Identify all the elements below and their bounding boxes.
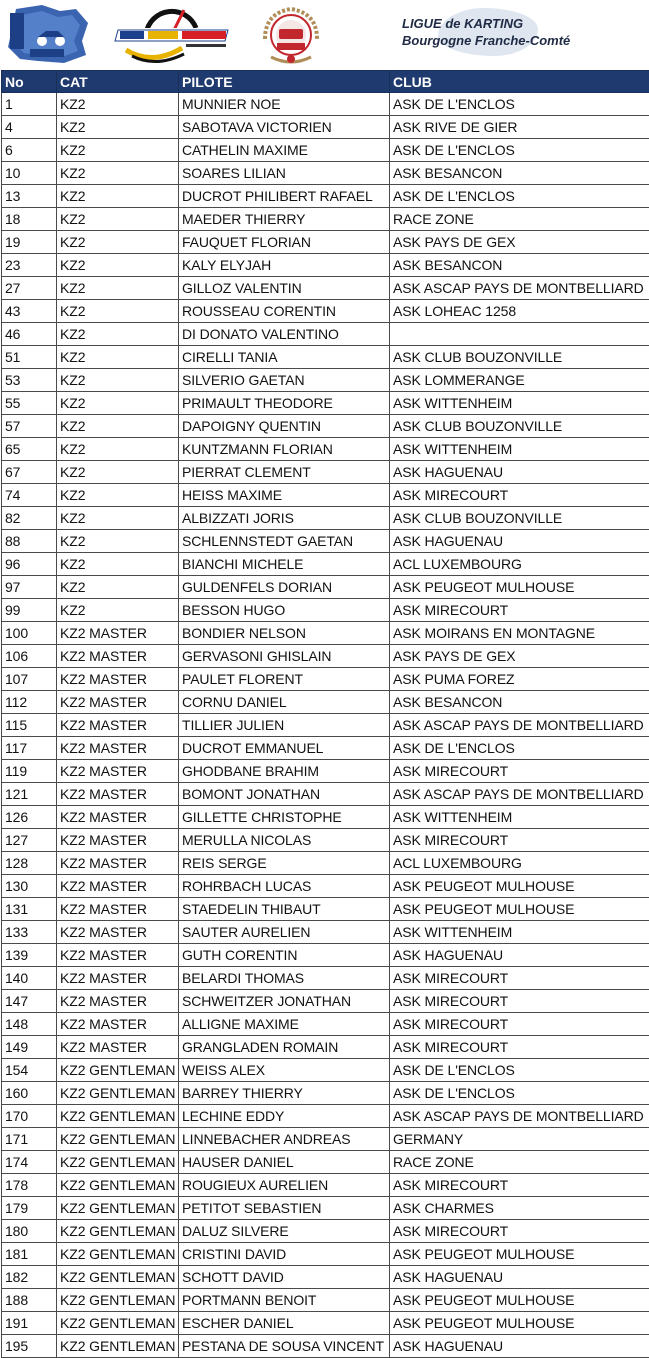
cell-pilote: GILLOZ VALENTIN bbox=[179, 277, 390, 300]
cell-club: ASK WITTENHEIM bbox=[390, 806, 649, 829]
table-row bbox=[2, 1128, 649, 1151]
cell-pilote: BARREY THIERRY bbox=[179, 1082, 390, 1105]
cell-pilote: ESCHER DANIEL bbox=[179, 1312, 390, 1335]
table-row bbox=[2, 1151, 649, 1174]
cell-no: 115 bbox=[2, 714, 57, 737]
cell-pilote: KUNTZMANN FLORIAN bbox=[179, 438, 390, 461]
table-row bbox=[2, 875, 649, 898]
cell-no: 147 bbox=[2, 990, 57, 1013]
cell-cat: KZ2 bbox=[57, 576, 179, 599]
cell-cat: KZ2 bbox=[57, 185, 179, 208]
cell-no: 46 bbox=[2, 323, 57, 346]
cell-pilote: LINNEBACHER ANDREAS bbox=[179, 1128, 390, 1151]
cell-no: 170 bbox=[2, 1105, 57, 1128]
cell-cat: KZ2 GENTLEMAN bbox=[57, 1312, 179, 1335]
cell-cat: KZ2 MASTER bbox=[57, 645, 179, 668]
kart-club-badge-logo bbox=[257, 5, 325, 67]
table-row bbox=[2, 553, 649, 576]
cell-no: 188 bbox=[2, 1289, 57, 1312]
cell-club: ASK MIRECOURT bbox=[390, 1013, 649, 1036]
table-row bbox=[2, 277, 649, 300]
cell-pilote: GILLETTE CHRISTOPHE bbox=[179, 806, 390, 829]
cell-no: 180 bbox=[2, 1220, 57, 1243]
cell-pilote: FAUQUET FLORIAN bbox=[179, 231, 390, 254]
cell-pilote: LECHINE EDDY bbox=[179, 1105, 390, 1128]
table-row bbox=[2, 1266, 649, 1289]
cell-cat: KZ2 bbox=[57, 162, 179, 185]
cell-cat: KZ2 bbox=[57, 346, 179, 369]
table-row bbox=[2, 760, 649, 783]
cell-pilote: CATHELIN MAXIME bbox=[179, 139, 390, 162]
cell-no: 4 bbox=[2, 116, 57, 139]
cell-club: ASK MIRECOURT bbox=[390, 599, 649, 622]
cell-pilote: ALLIGNE MAXIME bbox=[179, 1013, 390, 1036]
cell-no: 195 bbox=[2, 1335, 57, 1358]
table-row bbox=[2, 691, 649, 714]
cell-pilote: BIANCHI MICHELE bbox=[179, 553, 390, 576]
cell-no: 178 bbox=[2, 1174, 57, 1197]
table-row bbox=[2, 1059, 649, 1082]
table-row bbox=[2, 668, 649, 691]
table-row bbox=[2, 921, 649, 944]
cell-pilote: BESSON HUGO bbox=[179, 599, 390, 622]
column-header-cat: CAT bbox=[57, 71, 179, 93]
table-row bbox=[2, 967, 649, 990]
cell-cat: KZ2 MASTER bbox=[57, 852, 179, 875]
cell-cat: KZ2 bbox=[57, 300, 179, 323]
cell-no: 130 bbox=[2, 875, 57, 898]
cell-pilote: MUNNIER NOE bbox=[179, 93, 390, 116]
cell-club: ASK MIRECOURT bbox=[390, 1036, 649, 1059]
table-row bbox=[2, 1082, 649, 1105]
table-row bbox=[2, 1105, 649, 1128]
cell-pilote: DUCROT PHILIBERT RAFAEL bbox=[179, 185, 390, 208]
table-row bbox=[2, 530, 649, 553]
table-row bbox=[2, 990, 649, 1013]
cell-no: 107 bbox=[2, 668, 57, 691]
cell-club: ASK MIRECOURT bbox=[390, 967, 649, 990]
cell-pilote: SAUTER AURELIEN bbox=[179, 921, 390, 944]
table-row bbox=[2, 714, 649, 737]
cell-pilote: MERULLA NICOLAS bbox=[179, 829, 390, 852]
cell-cat: KZ2 GENTLEMAN bbox=[57, 1059, 179, 1082]
cell-club: ASK DE L'ENCLOS bbox=[390, 737, 649, 760]
cell-club: ASK DE L'ENCLOS bbox=[390, 1082, 649, 1105]
cell-pilote: TILLIER JULIEN bbox=[179, 714, 390, 737]
cell-club: ASK PUMA FOREZ bbox=[390, 668, 649, 691]
entry-list-table bbox=[1, 70, 649, 1358]
cell-cat: KZ2 bbox=[57, 599, 179, 622]
cell-pilote: PRIMAULT THEODORE bbox=[179, 392, 390, 415]
cell-pilote: BONDIER NELSON bbox=[179, 622, 390, 645]
cell-no: 27 bbox=[2, 277, 57, 300]
cell-cat: KZ2 bbox=[57, 484, 179, 507]
cell-no: 160 bbox=[2, 1082, 57, 1105]
table-row bbox=[2, 783, 649, 806]
cell-club: ASK DE L'ENCLOS bbox=[390, 185, 649, 208]
cell-no: 182 bbox=[2, 1266, 57, 1289]
cell-club: ASK HAGUENAU bbox=[390, 461, 649, 484]
header bbox=[0, 0, 649, 70]
cell-club: ASK BESANCON bbox=[390, 254, 649, 277]
cell-cat: KZ2 bbox=[57, 208, 179, 231]
cell-cat: KZ2 MASTER bbox=[57, 691, 179, 714]
table-row bbox=[2, 806, 649, 829]
cell-cat: KZ2 MASTER bbox=[57, 737, 179, 760]
cell-no: 127 bbox=[2, 829, 57, 852]
table-row bbox=[2, 162, 649, 185]
column-header-no: No bbox=[2, 71, 57, 93]
cell-no: 126 bbox=[2, 806, 57, 829]
cell-no: 67 bbox=[2, 461, 57, 484]
table-row bbox=[2, 622, 649, 645]
ideal-kart-france-logo bbox=[112, 4, 234, 66]
cell-cat: KZ2 GENTLEMAN bbox=[57, 1243, 179, 1266]
cell-club: ASK BESANCON bbox=[390, 162, 649, 185]
cell-pilote: DALUZ SILVERE bbox=[179, 1220, 390, 1243]
cell-cat: KZ2 MASTER bbox=[57, 783, 179, 806]
cell-no: 43 bbox=[2, 300, 57, 323]
table-row bbox=[2, 1036, 649, 1059]
cell-no: 121 bbox=[2, 783, 57, 806]
cell-pilote: HAUSER DANIEL bbox=[179, 1151, 390, 1174]
cell-no: 51 bbox=[2, 346, 57, 369]
cell-club: ASK CLUB BOUZONVILLE bbox=[390, 507, 649, 530]
cell-no: 1 bbox=[2, 93, 57, 116]
cell-pilote: ROUGIEUX AURELIEN bbox=[179, 1174, 390, 1197]
cell-pilote: ALBIZZATI JORIS bbox=[179, 507, 390, 530]
cell-pilote: PORTMANN BENOIT bbox=[179, 1289, 390, 1312]
table-row bbox=[2, 461, 649, 484]
cell-cat: KZ2 GENTLEMAN bbox=[57, 1266, 179, 1289]
cell-club: ASK MIRECOURT bbox=[390, 760, 649, 783]
table-row bbox=[2, 300, 649, 323]
cell-no: 191 bbox=[2, 1312, 57, 1335]
cell-no: 18 bbox=[2, 208, 57, 231]
cell-cat: KZ2 MASTER bbox=[57, 967, 179, 990]
cell-no: 119 bbox=[2, 760, 57, 783]
cell-no: 82 bbox=[2, 507, 57, 530]
cell-no: 117 bbox=[2, 737, 57, 760]
cell-cat: KZ2 bbox=[57, 231, 179, 254]
cell-pilote: BELARDI THOMAS bbox=[179, 967, 390, 990]
cell-club: ASK WITTENHEIM bbox=[390, 921, 649, 944]
cell-no: 174 bbox=[2, 1151, 57, 1174]
cell-cat: KZ2 MASTER bbox=[57, 990, 179, 1013]
cell-club: ASK PEUGEOT MULHOUSE bbox=[390, 898, 649, 921]
cell-club: ASK PEUGEOT MULHOUSE bbox=[390, 1312, 649, 1335]
cell-pilote: SILVERIO GAETAN bbox=[179, 369, 390, 392]
cell-no: 74 bbox=[2, 484, 57, 507]
cell-pilote: SOARES LILIAN bbox=[179, 162, 390, 185]
cell-cat: KZ2 MASTER bbox=[57, 944, 179, 967]
cell-club: ASK MIRECOURT bbox=[390, 484, 649, 507]
cell-pilote: ROHRBACH LUCAS bbox=[179, 875, 390, 898]
cell-pilote: GULDENFELS DORIAN bbox=[179, 576, 390, 599]
cell-pilote: CORNU DANIEL bbox=[179, 691, 390, 714]
cell-pilote: PESTANA DE SOUSA VINCENT bbox=[179, 1335, 390, 1358]
cell-no: 149 bbox=[2, 1036, 57, 1059]
table-row bbox=[2, 369, 649, 392]
cell-club: ASK PEUGEOT MULHOUSE bbox=[390, 576, 649, 599]
cell-cat: KZ2 GENTLEMAN bbox=[57, 1151, 179, 1174]
cell-club: GERMANY bbox=[390, 1128, 649, 1151]
cell-no: 96 bbox=[2, 553, 57, 576]
cell-cat: KZ2 bbox=[57, 392, 179, 415]
cell-no: 99 bbox=[2, 599, 57, 622]
cell-pilote: STAEDELIN THIBAUT bbox=[179, 898, 390, 921]
cell-cat: KZ2 bbox=[57, 507, 179, 530]
cell-club: ACL LUXEMBOURG bbox=[390, 852, 649, 875]
cell-pilote: REIS SERGE bbox=[179, 852, 390, 875]
cell-cat: KZ2 GENTLEMAN bbox=[57, 1174, 179, 1197]
cell-no: 148 bbox=[2, 1013, 57, 1036]
table-row bbox=[2, 323, 649, 346]
cell-club: ASK MIRECOURT bbox=[390, 1174, 649, 1197]
cell-club: ASK HAGUENAU bbox=[390, 944, 649, 967]
table-row bbox=[2, 1013, 649, 1036]
cell-pilote: DI DONATO VALENTINO bbox=[179, 323, 390, 346]
cell-no: 53 bbox=[2, 369, 57, 392]
cell-club: ASK WITTENHEIM bbox=[390, 438, 649, 461]
cell-cat: KZ2 bbox=[57, 323, 179, 346]
cell-pilote: GUTH CORENTIN bbox=[179, 944, 390, 967]
cell-club: ASK PEUGEOT MULHOUSE bbox=[390, 1289, 649, 1312]
table-row bbox=[2, 1243, 649, 1266]
cell-club: ASK LOHEAC 1258 bbox=[390, 300, 649, 323]
cell-pilote: PETITOT SEBASTIEN bbox=[179, 1197, 390, 1220]
cell-no: 106 bbox=[2, 645, 57, 668]
cell-club: ASK DE L'ENCLOS bbox=[390, 93, 649, 116]
cell-club: ASK MIRECOURT bbox=[390, 990, 649, 1013]
cell-no: 10 bbox=[2, 162, 57, 185]
table-body bbox=[2, 93, 649, 1358]
table-row bbox=[2, 576, 649, 599]
cell-pilote: DUCROT EMMANUEL bbox=[179, 737, 390, 760]
cell-no: 6 bbox=[2, 139, 57, 162]
cell-pilote: GRANGLADEN ROMAIN bbox=[179, 1036, 390, 1059]
table-row bbox=[2, 392, 649, 415]
cell-cat: KZ2 bbox=[57, 553, 179, 576]
cell-no: 100 bbox=[2, 622, 57, 645]
cell-no: 55 bbox=[2, 392, 57, 415]
cell-club: ASK PAYS DE GEX bbox=[390, 231, 649, 254]
cell-cat: KZ2 bbox=[57, 93, 179, 116]
cell-no: 112 bbox=[2, 691, 57, 714]
cell-club: ASK ASCAP PAYS DE MONTBELLIARD bbox=[390, 277, 649, 300]
cell-no: 128 bbox=[2, 852, 57, 875]
cell-cat: KZ2 MASTER bbox=[57, 714, 179, 737]
cell-club: ASK CLUB BOUZONVILLE bbox=[390, 346, 649, 369]
cell-cat: KZ2 GENTLEMAN bbox=[57, 1197, 179, 1220]
cell-cat: KZ2 MASTER bbox=[57, 760, 179, 783]
cell-club: ASK MIRECOURT bbox=[390, 829, 649, 852]
cell-no: 154 bbox=[2, 1059, 57, 1082]
cell-cat: KZ2 bbox=[57, 461, 179, 484]
cell-club: ASK PEUGEOT MULHOUSE bbox=[390, 875, 649, 898]
cell-cat: KZ2 bbox=[57, 139, 179, 162]
cell-pilote: PIERRAT CLEMENT bbox=[179, 461, 390, 484]
table-row bbox=[2, 1174, 649, 1197]
cell-no: 139 bbox=[2, 944, 57, 967]
column-header-club: CLUB bbox=[390, 71, 649, 93]
cell-club: ASK CLUB BOUZONVILLE bbox=[390, 415, 649, 438]
cell-cat: KZ2 GENTLEMAN bbox=[57, 1128, 179, 1151]
cell-pilote: DAPOIGNY QUENTIN bbox=[179, 415, 390, 438]
cell-cat: KZ2 GENTLEMAN bbox=[57, 1105, 179, 1128]
cell-cat: KZ2 MASTER bbox=[57, 921, 179, 944]
cell-pilote: GHODBANE BRAHIM bbox=[179, 760, 390, 783]
cell-pilote: KALY ELYJAH bbox=[179, 254, 390, 277]
table-header-row bbox=[2, 71, 649, 93]
cell-cat: KZ2 GENTLEMAN bbox=[57, 1082, 179, 1105]
table-row bbox=[2, 116, 649, 139]
table-row bbox=[2, 507, 649, 530]
cell-pilote: CIRELLI TANIA bbox=[179, 346, 390, 369]
table-row bbox=[2, 254, 649, 277]
cell-pilote: CRISTINI DAVID bbox=[179, 1243, 390, 1266]
cell-club: ASK RIVE DE GIER bbox=[390, 116, 649, 139]
cell-club: RACE ZONE bbox=[390, 1151, 649, 1174]
table-row bbox=[2, 185, 649, 208]
cell-club: RACE ZONE bbox=[390, 208, 649, 231]
cell-pilote: PAULET FLORENT bbox=[179, 668, 390, 691]
cell-no: 57 bbox=[2, 415, 57, 438]
cell-pilote: MAEDER THIERRY bbox=[179, 208, 390, 231]
cell-no: 140 bbox=[2, 967, 57, 990]
cell-no: 181 bbox=[2, 1243, 57, 1266]
cell-pilote: SCHOTT DAVID bbox=[179, 1266, 390, 1289]
cell-cat: KZ2 MASTER bbox=[57, 875, 179, 898]
table-row bbox=[2, 1197, 649, 1220]
cell-no: 179 bbox=[2, 1197, 57, 1220]
cell-no: 131 bbox=[2, 898, 57, 921]
cell-cat: KZ2 bbox=[57, 116, 179, 139]
cell-club: ASK BESANCON bbox=[390, 691, 649, 714]
cell-pilote: SCHWEITZER JONATHAN bbox=[179, 990, 390, 1013]
cell-cat: KZ2 GENTLEMAN bbox=[57, 1289, 179, 1312]
table-row bbox=[2, 1335, 649, 1358]
cell-no: 88 bbox=[2, 530, 57, 553]
cell-club bbox=[390, 323, 649, 346]
cell-no: 23 bbox=[2, 254, 57, 277]
cell-club: ASK LOMMERANGE bbox=[390, 369, 649, 392]
cell-pilote: BOMONT JONATHAN bbox=[179, 783, 390, 806]
cell-cat: KZ2 MASTER bbox=[57, 806, 179, 829]
cell-club: ASK MOIRANS EN MONTAGNE bbox=[390, 622, 649, 645]
cell-club: ASK MIRECOURT bbox=[390, 1220, 649, 1243]
table-row bbox=[2, 1220, 649, 1243]
column-header-pilote: PILOTE bbox=[179, 71, 390, 93]
cell-club: ASK CHARMES bbox=[390, 1197, 649, 1220]
table-row bbox=[2, 944, 649, 967]
cell-club: ASK DE L'ENCLOS bbox=[390, 139, 649, 162]
table-row bbox=[2, 645, 649, 668]
table-row bbox=[2, 415, 649, 438]
cell-club: ASK PAYS DE GEX bbox=[390, 645, 649, 668]
cell-club: ASK WITTENHEIM bbox=[390, 392, 649, 415]
cell-cat: KZ2 MASTER bbox=[57, 1036, 179, 1059]
cell-pilote: HEISS MAXIME bbox=[179, 484, 390, 507]
table-row bbox=[2, 599, 649, 622]
cell-pilote: SCHLENNSTEDT GAETAN bbox=[179, 530, 390, 553]
table-row bbox=[2, 93, 649, 116]
cell-cat: KZ2 MASTER bbox=[57, 898, 179, 921]
cell-no: 171 bbox=[2, 1128, 57, 1151]
cell-club: ASK HAGUENAU bbox=[390, 1266, 649, 1289]
cell-no: 133 bbox=[2, 921, 57, 944]
cell-cat: KZ2 bbox=[57, 254, 179, 277]
ligue-region: Bourgogne Franche-Comté bbox=[402, 33, 571, 48]
cell-club: ASK DE L'ENCLOS bbox=[390, 1059, 649, 1082]
table-row bbox=[2, 208, 649, 231]
table-row bbox=[2, 346, 649, 369]
cell-pilote: ROUSSEAU CORENTIN bbox=[179, 300, 390, 323]
cell-club: ASK ASCAP PAYS DE MONTBELLIARD bbox=[390, 1105, 649, 1128]
ligue-bfc-logo bbox=[398, 6, 618, 62]
ligue-grand-est-logo bbox=[2, 3, 90, 65]
table-row bbox=[2, 898, 649, 921]
cell-cat: KZ2 MASTER bbox=[57, 622, 179, 645]
cell-cat: KZ2 MASTER bbox=[57, 668, 179, 691]
cell-pilote: WEISS ALEX bbox=[179, 1059, 390, 1082]
cell-no: 97 bbox=[2, 576, 57, 599]
cell-pilote: GERVASONI GHISLAIN bbox=[179, 645, 390, 668]
cell-cat: KZ2 GENTLEMAN bbox=[57, 1335, 179, 1358]
cell-cat: KZ2 bbox=[57, 369, 179, 392]
table-row bbox=[2, 737, 649, 760]
ligue-title: LIGUE de KARTING bbox=[402, 16, 524, 31]
table-row bbox=[2, 829, 649, 852]
cell-no: 13 bbox=[2, 185, 57, 208]
table-row bbox=[2, 484, 649, 507]
cell-cat: KZ2 bbox=[57, 415, 179, 438]
table-row bbox=[2, 1312, 649, 1335]
cell-cat: KZ2 MASTER bbox=[57, 829, 179, 852]
cell-cat: KZ2 bbox=[57, 438, 179, 461]
table-row bbox=[2, 852, 649, 875]
cell-club: ASK HAGUENAU bbox=[390, 1335, 649, 1358]
cell-cat: KZ2 MASTER bbox=[57, 1013, 179, 1036]
cell-club: ACL LUXEMBOURG bbox=[390, 553, 649, 576]
cell-no: 19 bbox=[2, 231, 57, 254]
cell-club: ASK HAGUENAU bbox=[390, 530, 649, 553]
cell-cat: KZ2 GENTLEMAN bbox=[57, 1220, 179, 1243]
table-row bbox=[2, 438, 649, 461]
cell-pilote: SABOTAVA VICTORIEN bbox=[179, 116, 390, 139]
cell-cat: KZ2 bbox=[57, 277, 179, 300]
cell-club: ASK ASCAP PAYS DE MONTBELLIARD bbox=[390, 783, 649, 806]
table-row bbox=[2, 231, 649, 254]
table-row bbox=[2, 1289, 649, 1312]
table-row bbox=[2, 139, 649, 162]
cell-cat: KZ2 bbox=[57, 530, 179, 553]
cell-no: 65 bbox=[2, 438, 57, 461]
cell-club: ASK PEUGEOT MULHOUSE bbox=[390, 1243, 649, 1266]
cell-club: ASK ASCAP PAYS DE MONTBELLIARD bbox=[390, 714, 649, 737]
